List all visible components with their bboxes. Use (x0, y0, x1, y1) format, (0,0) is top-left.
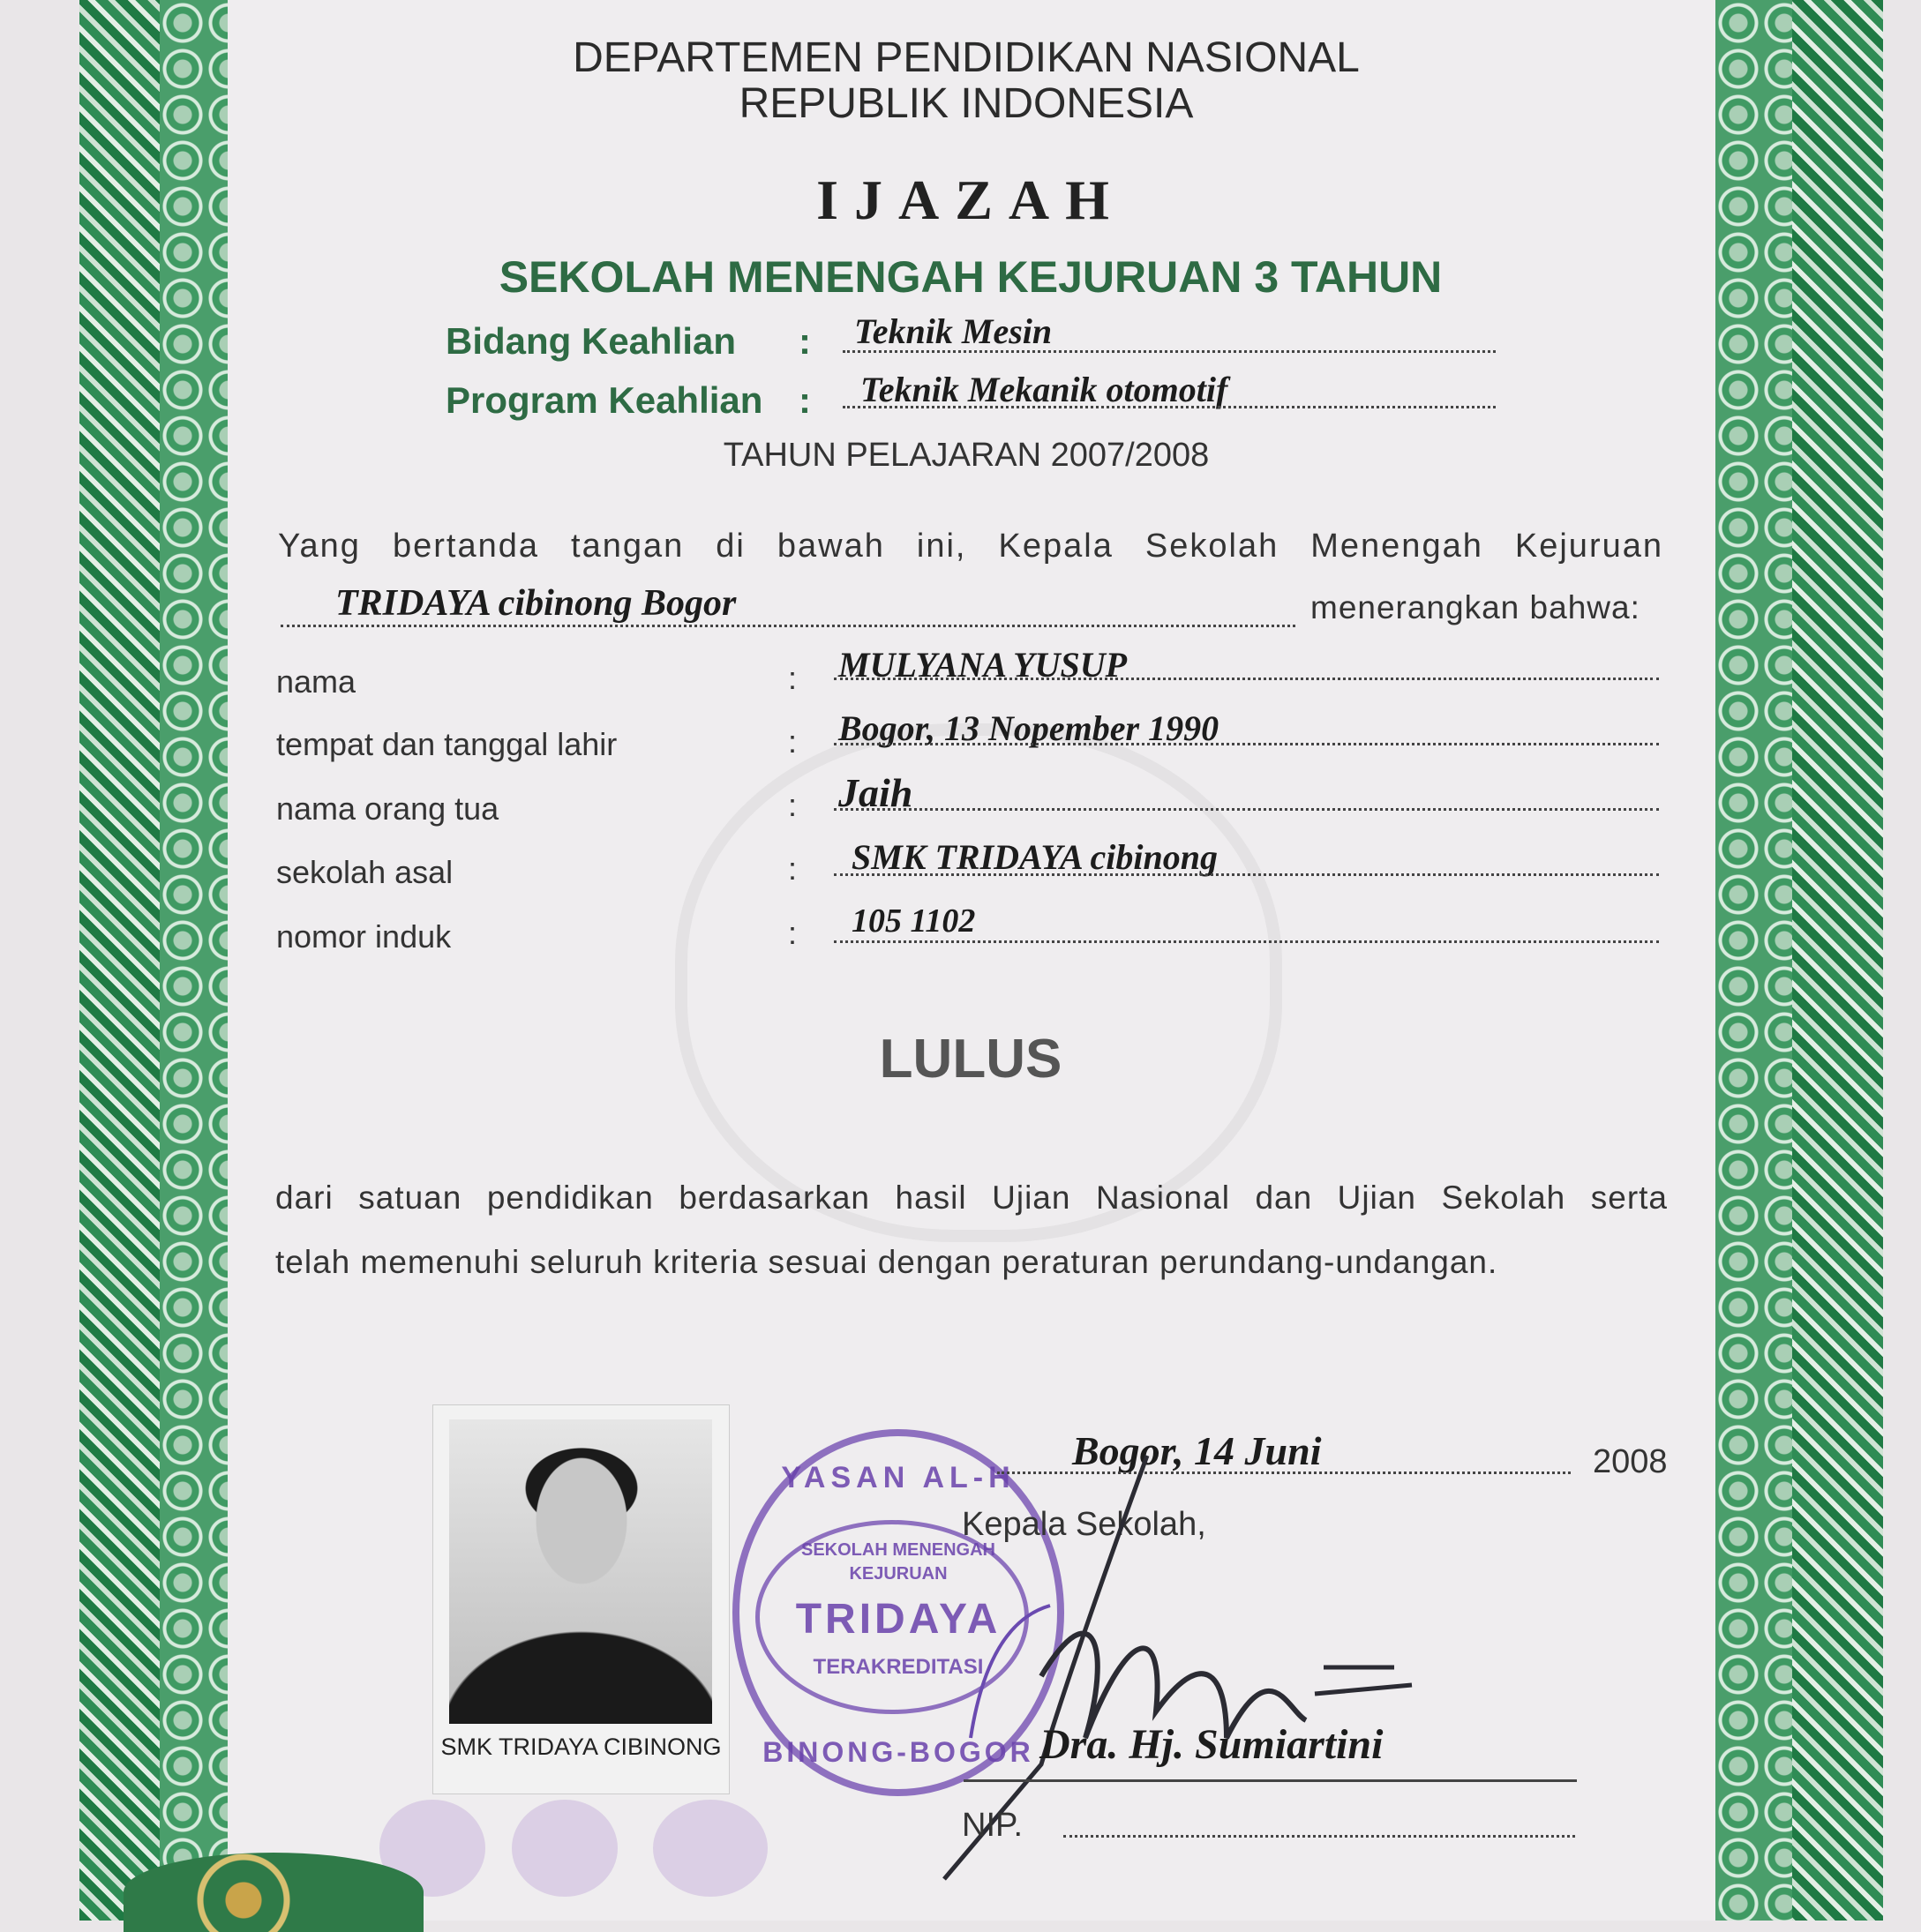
header-line-1: DEPARTEMEN PENDIDIKAN NASIONAL (573, 34, 1360, 81)
program-value: Teknik Mekanik otomotif (860, 370, 1228, 409)
portrait-image (449, 1419, 712, 1724)
signature-place-date: Bogor, 14 Juni (1072, 1428, 1322, 1473)
document-title: IJAZAH (816, 168, 1125, 231)
stamp-line-4: TERAKREDITASI (813, 1655, 984, 1679)
right-ornamental-border (1715, 0, 1883, 1921)
field-value-nama: MULYANA YUSUP (838, 645, 1128, 685)
field-colon: : (788, 787, 798, 823)
field-label-nomor-induk: nomor induk (276, 918, 452, 955)
photo-caption: SMK TRIDAYA CIBINONG (440, 1734, 722, 1760)
field-value-sekolah-asal: SMK TRIDAYA cibinong (852, 837, 1218, 877)
intro-line: Yang bertanda tangan di bawah ini, Kepala Sekolah Menengah Kejuruan (278, 528, 1663, 565)
stamp-top-text: YASAN AL-H (781, 1461, 1016, 1494)
field-colon: : (788, 723, 798, 760)
result-status: LULUS (879, 1029, 1062, 1090)
watermark-emblem (675, 723, 1282, 1242)
signature-year: 2008 (1593, 1443, 1668, 1480)
student-photo (432, 1404, 730, 1794)
field-colon: : (788, 915, 798, 951)
signature-role: Kepala Sekolah, (962, 1506, 1206, 1543)
stamp-bottom-text: BINONG-BOGOR (762, 1736, 1034, 1768)
bidang-label: Bidang Keahlian (446, 320, 737, 362)
stamp-line-2: KEJURUAN (849, 1564, 948, 1584)
bidang-value: Teknik Mesin (854, 311, 1053, 351)
program-label: Program Keahlian (446, 379, 763, 421)
field-value-orang-tua: Jaih (838, 770, 913, 815)
field-label-orang-tua: nama orang tua (276, 790, 499, 827)
bidang-colon: : (799, 320, 811, 362)
fingerprint (512, 1800, 618, 1897)
field-label-sekolah-asal: sekolah asal (276, 854, 454, 890)
field-colon: : (788, 660, 798, 696)
field-colon: : (788, 850, 798, 887)
academic-year: TAHUN PELAJARAN 2007/2008 (723, 437, 1210, 474)
school-type: SEKOLAH MENENGAH KEJURUAN 3 TAHUN (499, 252, 1443, 302)
field-value-ttl: Bogor, 13 Nopember 1990 (838, 708, 1219, 748)
nip-label: NIP. (962, 1807, 1024, 1844)
body-line-1: dari satuan pendidikan berdasarkan hasil Ujian Nasional dan Ujian Sekolah serta (275, 1179, 1668, 1216)
signatory-name: Dra. Hj. Sumiartini (1039, 1721, 1384, 1768)
stamp-line-3: TRIDAYA (795, 1596, 1002, 1643)
program-colon: : (799, 379, 811, 421)
stamp-line-1: SEKOLAH MENENGAH (800, 1540, 995, 1560)
field-value-nomor-induk: 105 1102 (852, 902, 976, 940)
intro-tail: menerangkan bahwa: (1310, 589, 1640, 625)
header-line-2: REPUBLIK INDONESIA (739, 80, 1194, 127)
body-line-2: telah memenuhi seluruh kriteria sesuai dengan peraturan perundang-undangan. (275, 1244, 1498, 1280)
left-ornamental-border (79, 0, 228, 1921)
field-label-nama: nama (276, 663, 356, 700)
fingerprint (653, 1800, 768, 1897)
field-label-ttl: tempat dan tanggal lahir (276, 726, 618, 762)
school-name-value: TRIDAYA cibinong Bogor (335, 583, 737, 624)
